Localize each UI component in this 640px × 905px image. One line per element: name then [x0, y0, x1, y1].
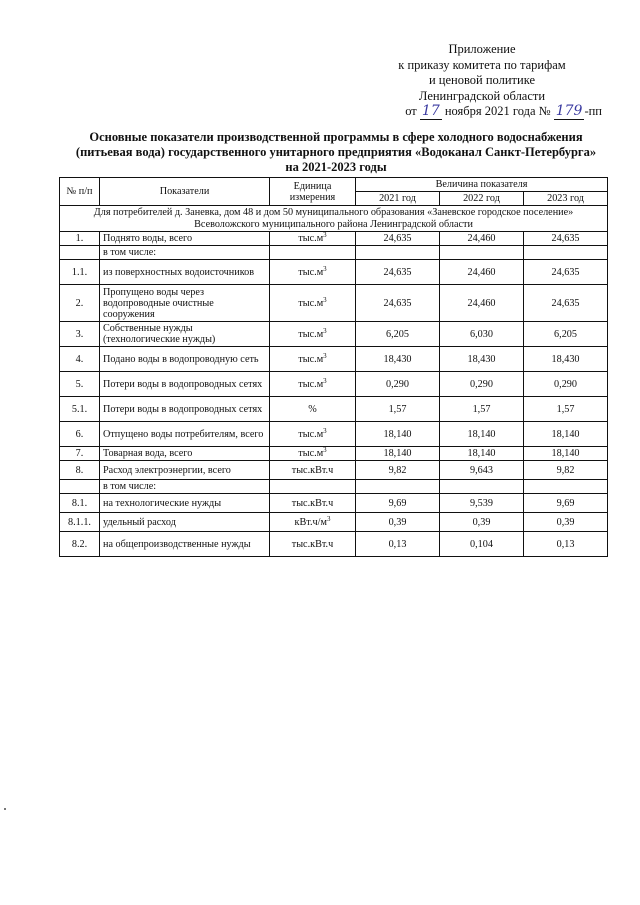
value-2023: 24,635	[524, 285, 608, 322]
table-row	[60, 260, 608, 285]
unit-base: тыс.м	[298, 328, 324, 340]
row-number: 8.1.1.	[60, 513, 100, 532]
row-indicator: в том числе:	[100, 480, 270, 494]
row-unit	[270, 447, 356, 461]
unit-exponent: 3	[323, 326, 327, 335]
value-2022: 18,430	[440, 347, 524, 372]
row-indicator: на технологические нужды	[100, 494, 270, 513]
row-number: 1.	[60, 232, 100, 246]
appendix-line-2: к приказу комитета по тарифам	[398, 57, 566, 72]
row-unit	[270, 246, 356, 260]
row-unit	[270, 260, 356, 285]
table-row	[60, 372, 608, 397]
row-number: 6.	[60, 422, 100, 447]
header-year-2023: 2023 год	[524, 192, 608, 206]
unit-exponent: 3	[323, 264, 327, 273]
row-unit	[270, 397, 356, 422]
unit-base: тыс.м	[298, 448, 324, 459]
row-unit	[270, 232, 356, 246]
header-year-2022: 2022 год	[440, 192, 524, 206]
table-row	[60, 422, 608, 447]
value-2021: 0,39	[356, 513, 440, 532]
table-row	[60, 494, 608, 513]
value-2023	[524, 480, 608, 494]
row-indicator: Собственные нужды (технологические нужды)	[100, 322, 270, 347]
unit-exponent: 3	[323, 446, 327, 454]
row-indicator: Потери воды в водопроводных сетях	[100, 397, 270, 422]
value-2022: 24,460	[440, 232, 524, 246]
order-number: 179	[555, 103, 583, 119]
value-2021: 24,635	[356, 232, 440, 246]
date-prefix: от	[405, 104, 417, 118]
header-indicator: Показатели	[100, 178, 270, 206]
row-indicator: Потери воды в водопроводных сетях	[100, 372, 270, 397]
row-unit	[270, 285, 356, 322]
table-row	[60, 397, 608, 422]
row-indicator: в том числе:	[100, 246, 270, 260]
row-number: 5.	[60, 372, 100, 397]
value-2022: 9,643	[440, 461, 524, 480]
row-unit	[270, 422, 356, 447]
unit-exponent: 3	[323, 295, 327, 304]
row-indicator: Поднято воды, всего	[100, 232, 270, 246]
value-2023: 24,635	[524, 232, 608, 246]
row-indicator: Отпущено воды потребителям, всего	[100, 422, 270, 447]
value-2023: 18,140	[524, 422, 608, 447]
table-row	[60, 480, 608, 494]
value-2023: 6,205	[524, 322, 608, 347]
appendix-date-line	[362, 104, 602, 120]
row-unit	[270, 461, 356, 480]
value-2021: 18,430	[356, 347, 440, 372]
row-number: 5.1.	[60, 397, 100, 422]
table-row	[60, 347, 608, 372]
value-2022: 9,539	[440, 494, 524, 513]
unit-base: кВт.ч/м	[294, 516, 327, 528]
value-2023	[524, 246, 608, 260]
value-2021: 0,290	[356, 372, 440, 397]
row-number: 4.	[60, 347, 100, 372]
date-day: 17	[421, 103, 440, 119]
appendix-block	[362, 42, 602, 120]
value-2022: 0,290	[440, 372, 524, 397]
unit-base: тыс.м	[298, 233, 324, 244]
table-row	[60, 532, 608, 557]
row-indicator: Расход электроэнергии, всего	[100, 461, 270, 480]
table-row	[60, 447, 608, 461]
unit-exponent: 3	[323, 426, 327, 435]
value-2023: 9,69	[524, 494, 608, 513]
title-line-2: (питьевая вода) государственного унитарного предприятия «Водоканал Санкт-Петербурга»	[75, 145, 597, 159]
value-2021: 6,205	[356, 322, 440, 347]
value-2021: 18,140	[356, 422, 440, 447]
row-number: 1.1.	[60, 260, 100, 285]
unit-exponent: 3	[323, 231, 327, 239]
value-2021	[356, 246, 440, 260]
value-2021: 0,13	[356, 532, 440, 557]
row-indicator: удельный расход	[100, 513, 270, 532]
value-2023: 24,635	[524, 260, 608, 285]
value-2023: 0,13	[524, 532, 608, 557]
unit-base: тыс.кВт.ч	[291, 464, 334, 476]
row-number: 8.1.	[60, 494, 100, 513]
row-unit	[270, 347, 356, 372]
value-2022	[440, 480, 524, 494]
row-indicator: из поверхностных водоисточников	[100, 260, 270, 285]
row-unit	[270, 480, 356, 494]
row-indicator: Пропущено воды через водопроводные очистные сооружения	[100, 285, 270, 322]
value-2023: 1,57	[524, 397, 608, 422]
row-unit	[270, 322, 356, 347]
header-year-2021: 2021 год	[356, 192, 440, 206]
value-2021: 9,69	[356, 494, 440, 513]
indicators-table	[59, 177, 608, 557]
row-number: 7.	[60, 447, 100, 461]
appendix-line-4: Ленинградской области	[418, 88, 546, 103]
row-number: 8.	[60, 461, 100, 480]
title-line-3: на 2021-2023 годы	[285, 160, 387, 174]
value-2023: 18,430	[524, 347, 608, 372]
value-2023: 0,290	[524, 372, 608, 397]
row-unit	[270, 372, 356, 397]
row-unit	[270, 513, 356, 532]
value-2023: 9,82	[524, 461, 608, 480]
header-row-1	[60, 178, 608, 192]
header-unit: Единица измерения	[270, 178, 356, 206]
unit-base: тыс.м	[298, 428, 324, 440]
unit-exponent: 3	[326, 514, 331, 523]
value-2022: 18,140	[440, 422, 524, 447]
value-2022: 18,140	[440, 447, 524, 461]
value-2022: 0,39	[440, 513, 524, 532]
header-num: № п/п	[60, 178, 100, 206]
value-2022: 1,57	[440, 397, 524, 422]
row-unit	[270, 532, 356, 557]
row-unit	[270, 494, 356, 513]
unit-base: тыс.м	[298, 378, 324, 390]
title-line-1: Основные показатели производственной программы в сфере холодного водоснабжения	[89, 130, 583, 144]
unit-base: тыс.м	[298, 266, 324, 278]
value-2022: 24,460	[440, 285, 524, 322]
unit-base: тыс.м	[298, 353, 324, 365]
unit-exponent: 3	[323, 376, 327, 385]
row-indicator: Товарная вода, всего	[100, 447, 270, 461]
unit-base: тыс.м	[298, 297, 324, 309]
value-2022	[440, 246, 524, 260]
row-indicator: на общепроизводственные нужды	[100, 532, 270, 557]
value-2021: 24,635	[356, 260, 440, 285]
row-indicator: Подано воды в водопроводную сеть	[100, 347, 270, 372]
table-row	[60, 322, 608, 347]
value-2021	[356, 480, 440, 494]
date-suffix: -пп	[584, 104, 602, 118]
table-row	[60, 513, 608, 532]
value-2021: 24,635	[356, 285, 440, 322]
row-number	[60, 246, 100, 260]
table-row	[60, 285, 608, 322]
value-2022: 6,030	[440, 322, 524, 347]
section-row	[60, 206, 608, 232]
date-middle: ноября 2021 года №	[444, 104, 551, 118]
row-number: 2.	[60, 285, 100, 322]
value-2021: 1,57	[356, 397, 440, 422]
row-number	[60, 480, 100, 494]
scan-speck	[4, 808, 6, 810]
row-number: 8.2.	[60, 532, 100, 557]
value-2021: 9,82	[356, 461, 440, 480]
section-label: Для потребителей д. Заневка, дом 48 и дом 50 муниципального образования «Заневское городское поселение» Всеволожского муниципального района Ленинградской области	[60, 206, 608, 232]
unit-base: %	[308, 403, 317, 415]
table-row	[60, 232, 608, 246]
table-row	[60, 461, 608, 480]
appendix-line-3: и ценовой политике	[428, 73, 536, 87]
value-2023: 0,39	[524, 513, 608, 532]
table-row	[60, 246, 608, 260]
unit-base: тыс.кВт.ч	[291, 538, 334, 550]
document-title	[56, 130, 616, 175]
unit-base: тыс.кВт.ч	[291, 497, 334, 509]
value-2023: 18,140	[524, 447, 608, 461]
appendix-line-1: Приложение	[448, 42, 516, 56]
value-2021: 18,140	[356, 447, 440, 461]
value-2022: 24,460	[440, 260, 524, 285]
value-2022: 0,104	[440, 532, 524, 557]
unit-exponent: 3	[323, 351, 327, 360]
row-number: 3.	[60, 322, 100, 347]
header-value-group: Величина показателя	[356, 178, 608, 192]
